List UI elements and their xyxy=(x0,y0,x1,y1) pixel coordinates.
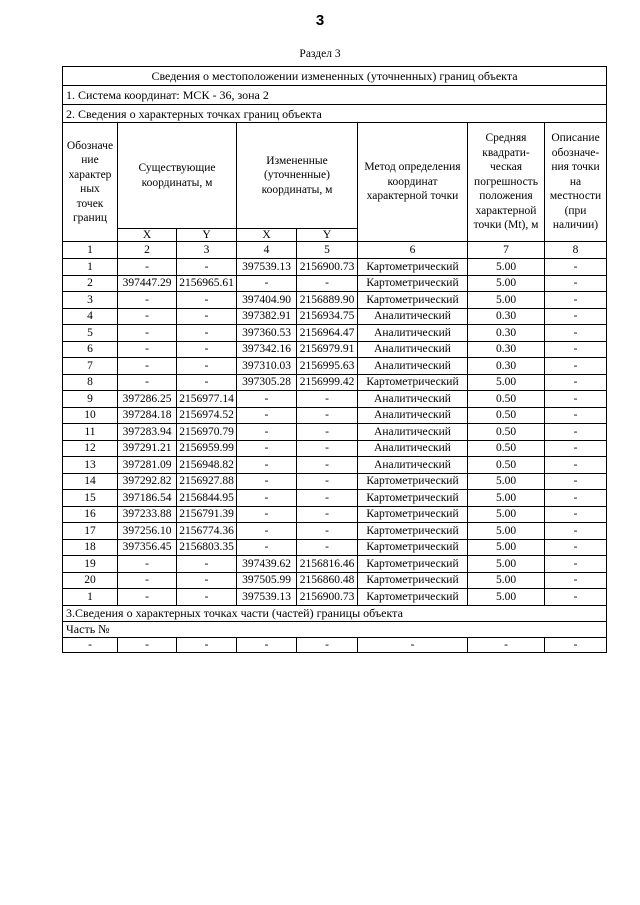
changed-y-cell: - xyxy=(297,523,358,540)
part-cell: - xyxy=(468,637,545,652)
header-point-id: Обозначе ние характер ных точек границ xyxy=(63,123,118,242)
changed-x-cell: 397404.90 xyxy=(237,292,297,309)
point-id-cell: 7 xyxy=(63,358,118,375)
header-existing-y: Y xyxy=(177,229,237,242)
existing-y-cell: 2156844.95 xyxy=(177,490,237,507)
changed-x-cell: - xyxy=(237,424,297,441)
table-row xyxy=(63,440,607,457)
existing-y-cell: - xyxy=(177,589,237,606)
table-row xyxy=(63,424,607,441)
changed-y-cell: 2156964.47 xyxy=(297,325,358,342)
existing-y-cell: - xyxy=(177,374,237,391)
mean-error-cell: 5.00 xyxy=(468,374,545,391)
description-cell: - xyxy=(545,457,607,474)
changed-y-cell: 2156999.42 xyxy=(297,374,358,391)
existing-x-cell: - xyxy=(118,589,177,606)
method-cell: Аналитический xyxy=(358,391,468,408)
existing-y-cell: 2156927.88 xyxy=(177,473,237,490)
mean-error-cell: 0.50 xyxy=(468,391,545,408)
mean-error-cell: 5.00 xyxy=(468,275,545,292)
changed-x-cell: - xyxy=(237,506,297,523)
method-cell: Аналитический xyxy=(358,440,468,457)
part-cell: - xyxy=(177,637,237,652)
changed-x-cell: 397360.53 xyxy=(237,325,297,342)
points-section-row xyxy=(63,105,607,123)
column-number: 7 xyxy=(468,242,545,259)
part-cell: - xyxy=(237,637,297,652)
existing-y-cell: - xyxy=(177,308,237,325)
point-id-cell: 20 xyxy=(63,572,118,589)
existing-y-cell: - xyxy=(177,358,237,375)
description-cell: - xyxy=(545,473,607,490)
part-cell: - xyxy=(297,637,358,652)
changed-y-cell: 2156979.91 xyxy=(297,341,358,358)
part-section xyxy=(63,605,607,652)
method-cell: Картометрический xyxy=(358,556,468,573)
changed-x-cell: 397439.62 xyxy=(237,556,297,573)
description-cell: - xyxy=(545,407,607,424)
method-cell: Картометрический xyxy=(358,292,468,309)
changed-y-cell: - xyxy=(297,539,358,556)
existing-x-cell: - xyxy=(118,572,177,589)
description-cell: - xyxy=(545,440,607,457)
table-row xyxy=(63,556,607,573)
changed-y-cell: - xyxy=(297,506,358,523)
table-row xyxy=(63,473,607,490)
changed-y-cell: - xyxy=(297,440,358,457)
point-id-cell: 17 xyxy=(63,523,118,540)
changed-y-cell: - xyxy=(297,457,358,474)
coord-system-row xyxy=(63,86,607,105)
point-id-cell: 18 xyxy=(63,539,118,556)
table-title-row xyxy=(63,67,607,86)
point-id-cell: 3 xyxy=(63,292,118,309)
changed-x-cell: 397310.03 xyxy=(237,358,297,375)
description-cell: - xyxy=(545,424,607,441)
existing-y-cell: 2156959.99 xyxy=(177,440,237,457)
mean-error-cell: 5.00 xyxy=(468,292,545,309)
existing-y-cell: - xyxy=(177,556,237,573)
existing-x-cell: - xyxy=(118,374,177,391)
existing-x-cell: 397292.82 xyxy=(118,473,177,490)
existing-x-cell: 397447.29 xyxy=(118,275,177,292)
existing-y-cell: - xyxy=(177,292,237,309)
changed-y-cell: - xyxy=(297,407,358,424)
point-id-cell: 15 xyxy=(63,490,118,507)
part-cell: - xyxy=(358,637,468,652)
description-cell: - xyxy=(545,292,607,309)
description-cell: - xyxy=(545,490,607,507)
existing-x-cell: 397186.54 xyxy=(118,490,177,507)
method-cell: Аналитический xyxy=(358,457,468,474)
page-number: 3 xyxy=(315,12,325,29)
part-cell: - xyxy=(63,637,118,652)
table-row xyxy=(63,325,607,342)
method-cell: Картометрический xyxy=(358,539,468,556)
point-id-cell: 11 xyxy=(63,424,118,441)
method-cell: Картометрический xyxy=(358,589,468,606)
boundary-points-table xyxy=(62,66,607,653)
description-cell: - xyxy=(545,374,607,391)
point-id-cell: 14 xyxy=(63,473,118,490)
existing-y-cell: - xyxy=(177,341,237,358)
existing-x-cell: - xyxy=(118,308,177,325)
existing-y-cell: 2156965.61 xyxy=(177,275,237,292)
changed-y-cell: 2156900.73 xyxy=(297,589,358,606)
existing-x-cell: 397281.09 xyxy=(118,457,177,474)
changed-y-cell: 2156860.48 xyxy=(297,572,358,589)
part-number-row xyxy=(63,621,607,637)
table-row xyxy=(63,490,607,507)
mean-error-cell: 0.30 xyxy=(468,341,545,358)
mean-error-cell: 0.50 xyxy=(468,440,545,457)
header-method: Метод определения координат характерной точки xyxy=(358,123,468,242)
table-row xyxy=(63,391,607,408)
table-row xyxy=(63,457,607,474)
point-id-cell: 10 xyxy=(63,407,118,424)
header-existing-x: X xyxy=(118,229,177,242)
changed-y-cell: 2156995.63 xyxy=(297,358,358,375)
part-section-title: 3.Сведения о характерных точках части (частей) границы объекта xyxy=(63,605,607,621)
existing-x-cell: - xyxy=(118,341,177,358)
existing-y-cell: - xyxy=(177,259,237,276)
existing-y-cell: 2156774.36 xyxy=(177,523,237,540)
existing-y-cell: - xyxy=(177,325,237,342)
mean-error-cell: 5.00 xyxy=(468,589,545,606)
mean-error-cell: 0.30 xyxy=(468,325,545,342)
changed-x-cell: - xyxy=(237,407,297,424)
existing-y-cell: 2156977.14 xyxy=(177,391,237,408)
header-changed-x: X xyxy=(237,229,297,242)
column-number: 8 xyxy=(545,242,607,259)
method-cell: Картометрический xyxy=(358,523,468,540)
column-number: 5 xyxy=(297,242,358,259)
table-row xyxy=(63,358,607,375)
method-cell: Аналитический xyxy=(358,407,468,424)
changed-x-cell: - xyxy=(237,523,297,540)
mean-error-cell: 0.30 xyxy=(468,308,545,325)
point-id-cell: 16 xyxy=(63,506,118,523)
description-cell: - xyxy=(545,341,607,358)
column-number: 3 xyxy=(177,242,237,259)
description-cell: - xyxy=(545,259,607,276)
changed-y-cell: 2156889.90 xyxy=(297,292,358,309)
description-cell: - xyxy=(545,358,607,375)
description-cell: - xyxy=(545,523,607,540)
existing-x-cell: 397233.88 xyxy=(118,506,177,523)
changed-x-cell: - xyxy=(237,391,297,408)
point-id-cell: 12 xyxy=(63,440,118,457)
point-id-cell: 5 xyxy=(63,325,118,342)
table-row xyxy=(63,523,607,540)
changed-y-cell: - xyxy=(297,490,358,507)
existing-x-cell: - xyxy=(118,325,177,342)
existing-y-cell: 2156803.35 xyxy=(177,539,237,556)
description-cell: - xyxy=(545,325,607,342)
changed-x-cell: 397305.28 xyxy=(237,374,297,391)
method-cell: Картометрический xyxy=(358,259,468,276)
existing-x-cell: - xyxy=(118,556,177,573)
existing-y-cell: - xyxy=(177,572,237,589)
table-title: Сведения о местоположении измененных (уточненных) границ объекта xyxy=(63,67,607,86)
table-row xyxy=(63,374,607,391)
header-mean-error: Средняя квадрати- ческая погрешность положения характерной точки (Mt), м xyxy=(468,123,545,242)
changed-x-cell: - xyxy=(237,275,297,292)
point-id-cell: 1 xyxy=(63,259,118,276)
table-row xyxy=(63,292,607,309)
changed-y-cell: 2156934.75 xyxy=(297,308,358,325)
changed-x-cell: 397505.99 xyxy=(237,572,297,589)
existing-x-cell: 397256.10 xyxy=(118,523,177,540)
description-cell: - xyxy=(545,308,607,325)
coord-system: 1. Система координат: МСК - 36, зона 2 xyxy=(63,86,607,105)
mean-error-cell: 5.00 xyxy=(468,523,545,540)
changed-y-cell: 2156816.46 xyxy=(297,556,358,573)
point-id-cell: 4 xyxy=(63,308,118,325)
existing-x-cell: 397286.25 xyxy=(118,391,177,408)
mean-error-cell: 5.00 xyxy=(468,572,545,589)
column-number: 1 xyxy=(63,242,118,259)
method-cell: Аналитический xyxy=(358,424,468,441)
existing-x-cell: 397291.21 xyxy=(118,440,177,457)
method-cell: Аналитический xyxy=(358,358,468,375)
method-cell: Картометрический xyxy=(358,572,468,589)
description-cell: - xyxy=(545,275,607,292)
header-changed-y: Y xyxy=(297,229,358,242)
mean-error-cell: 5.00 xyxy=(468,473,545,490)
changed-x-cell: 397382.91 xyxy=(237,308,297,325)
table-row xyxy=(63,506,607,523)
description-cell: - xyxy=(545,572,607,589)
column-header-row xyxy=(63,123,607,229)
changed-y-cell: - xyxy=(297,473,358,490)
changed-y-cell: 2156900.73 xyxy=(297,259,358,276)
method-cell: Аналитический xyxy=(358,325,468,342)
method-cell: Картометрический xyxy=(358,506,468,523)
mean-error-cell: 0.50 xyxy=(468,457,545,474)
method-cell: Картометрический xyxy=(358,490,468,507)
table-row xyxy=(63,572,607,589)
mean-error-cell: 0.50 xyxy=(468,407,545,424)
description-cell: - xyxy=(545,556,607,573)
table-row xyxy=(63,539,607,556)
header-existing-coords: Существующие координаты, м xyxy=(118,123,237,229)
column-number: 4 xyxy=(237,242,297,259)
existing-y-cell: 2156791.39 xyxy=(177,506,237,523)
existing-x-cell: 397356.45 xyxy=(118,539,177,556)
changed-x-cell: - xyxy=(237,490,297,507)
header-changed-coords: Измененные (уточненные) координаты, м xyxy=(237,123,358,229)
method-cell: Аналитический xyxy=(358,341,468,358)
changed-x-cell: 397539.13 xyxy=(237,589,297,606)
changed-y-cell: - xyxy=(297,391,358,408)
part-data-row xyxy=(63,637,607,652)
method-cell: Аналитический xyxy=(358,308,468,325)
description-cell: - xyxy=(545,539,607,556)
point-id-cell: 9 xyxy=(63,391,118,408)
table-row xyxy=(63,275,607,292)
changed-y-cell: - xyxy=(297,424,358,441)
existing-x-cell: 397284.18 xyxy=(118,407,177,424)
description-cell: - xyxy=(545,506,607,523)
table-row xyxy=(63,407,607,424)
existing-y-cell: 2156970.79 xyxy=(177,424,237,441)
part-cell: - xyxy=(545,637,607,652)
section-label: Раздел 3 xyxy=(299,48,341,60)
mean-error-cell: 0.30 xyxy=(468,358,545,375)
description-cell: - xyxy=(545,589,607,606)
table-row xyxy=(63,589,607,606)
table-row xyxy=(63,259,607,276)
column-number-row xyxy=(63,242,607,259)
mean-error-cell: 5.00 xyxy=(468,490,545,507)
table-row xyxy=(63,341,607,358)
changed-x-cell: 397342.16 xyxy=(237,341,297,358)
point-id-cell: 6 xyxy=(63,341,118,358)
mean-error-cell: 5.00 xyxy=(468,556,545,573)
existing-x-cell: - xyxy=(118,358,177,375)
changed-x-cell: - xyxy=(237,473,297,490)
point-id-cell: 8 xyxy=(63,374,118,391)
point-id-cell: 2 xyxy=(63,275,118,292)
part-section-row xyxy=(63,605,607,621)
table-header xyxy=(63,67,607,259)
mean-error-cell: 5.00 xyxy=(468,506,545,523)
column-number: 6 xyxy=(358,242,468,259)
changed-x-cell: - xyxy=(237,457,297,474)
point-id-cell: 13 xyxy=(63,457,118,474)
existing-y-cell: 2156974.52 xyxy=(177,407,237,424)
description-cell: - xyxy=(545,391,607,408)
changed-x-cell: 397539.13 xyxy=(237,259,297,276)
changed-y-cell: - xyxy=(297,275,358,292)
existing-x-cell: 397283.94 xyxy=(118,424,177,441)
mean-error-cell: 5.00 xyxy=(468,259,545,276)
point-id-cell: 19 xyxy=(63,556,118,573)
mean-error-cell: 5.00 xyxy=(468,539,545,556)
header-description: Описание обозначе- ния точки на местности (при наличии) xyxy=(545,123,607,242)
existing-x-cell: - xyxy=(118,259,177,276)
part-number-label: Часть № xyxy=(63,621,607,637)
point-id-cell: 1 xyxy=(63,589,118,606)
method-cell: Картометрический xyxy=(358,473,468,490)
method-cell: Картометрический xyxy=(358,374,468,391)
table-body xyxy=(63,259,607,606)
part-cell: - xyxy=(118,637,177,652)
table-row xyxy=(63,308,607,325)
column-number: 2 xyxy=(118,242,177,259)
method-cell: Картометрический xyxy=(358,275,468,292)
points-section-title: 2. Сведения о характерных точках границ объекта xyxy=(63,105,607,123)
changed-x-cell: - xyxy=(237,539,297,556)
mean-error-cell: 0.50 xyxy=(468,424,545,441)
changed-x-cell: - xyxy=(237,440,297,457)
existing-y-cell: 2156948.82 xyxy=(177,457,237,474)
existing-x-cell: - xyxy=(118,292,177,309)
